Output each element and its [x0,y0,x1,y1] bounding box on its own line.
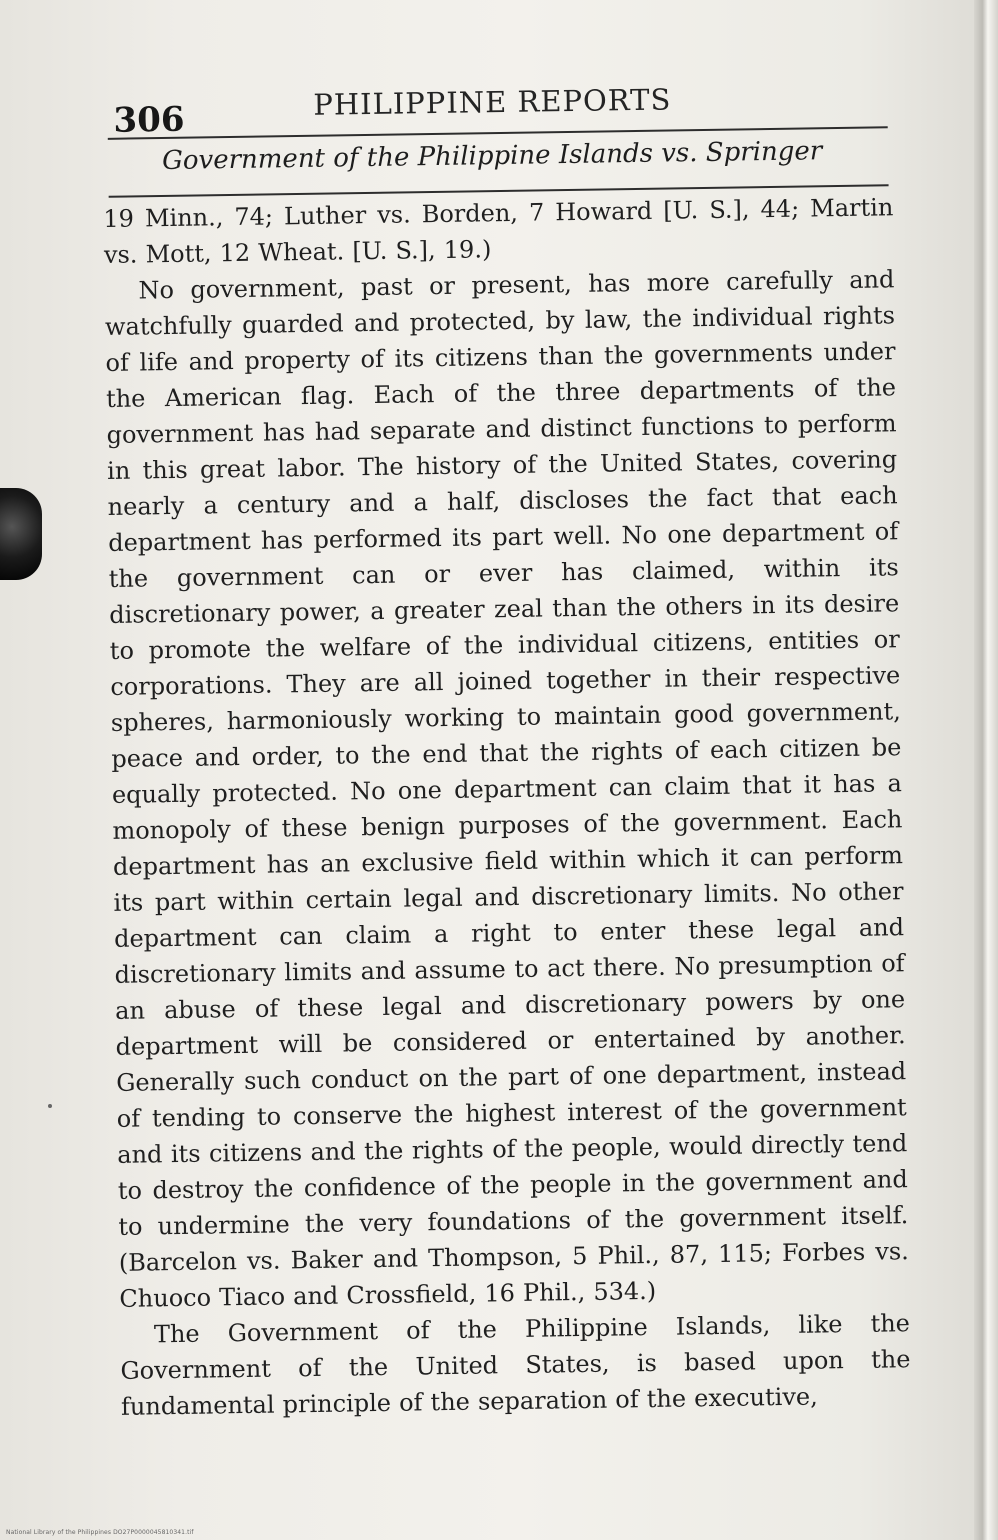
scan-footer: National Library of the Philippines DO27P0000045810341.tif [6,1529,194,1536]
page-number: 306 [113,99,185,141]
page-edge-shadow [974,0,998,1540]
citation-continuation: 19 Minn., 74; Luther vs. Borden, 7 Howard [U. S.], 44; Martin vs. Mott, 12 Wheat. [U. S.], 19.) [103,193,894,269]
page-header [0,0,998,207]
page-body [103,189,911,1425]
case-title: Government of the Philippine Islands vs. Springer [161,136,823,177]
ink-blot [0,488,42,580]
body-paragraph: No government, past or present, has more carefully and watchfully guarded and protected, by law, the individual rights of life and property of its citizens than the governments under the American flag. Each of the three departments of the government has had separate and distinct functions to perform in this great labor. The history of the United States, covering nearly a century and a half, discloses the fact that each department has performed its part well. No one department of the government can or ever has claimed, within its discretionary power, a greater zeal than the others in its desire to promote the welfare of the individual citizens, entities or corporations. They are all joined together in their respective spheres, harmoniously working to maintain good government, peace and order, to the end that the rights of each citizen be equally protected. No one department can claim that it has a monopoly of these benign purposes of the government. Each department has an exclusive field within which it can perform its part within certain legal and discretionary limits. No other department can claim a right to enter these legal and discretionary limits and assume to act there. No presumption of an abuse of these legal and discretionary powers by one department will be considered or entertained by another. Generally such conduct on the part of one department, instead of tending to conserve the highest interest of the government and its citizens and the rights of the people, would directly tend to destroy the confidence of the people in the government and to undermine the very foundations of the government itself. (Barcelon vs. Baker and Thompson, 5 Phil., 87, 115; Forbes vs. Chuoco Tiaco and Crossfield, 16 Phil., 534.) [104,265,910,1313]
body-paragraph: The Government of the Philippine Islands, like the Government of the United States, is based upon the fundamental principle of the separation of the executive, [120,1309,911,1421]
dust-speck [48,1104,52,1108]
reporter-title: PHILIPPINE REPORTS [313,82,672,122]
